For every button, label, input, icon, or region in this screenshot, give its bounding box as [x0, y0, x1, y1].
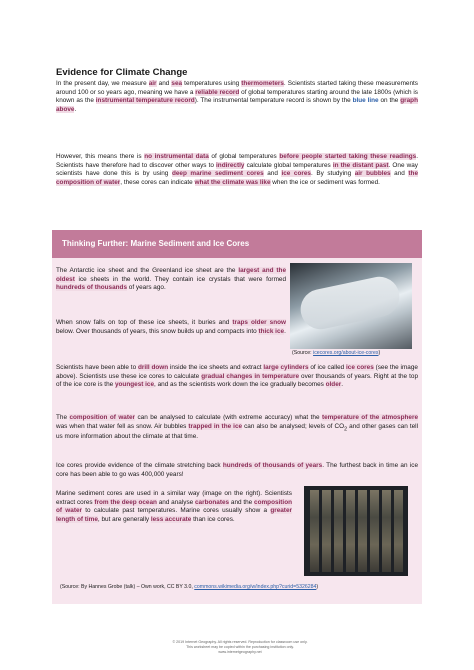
highlight: older	[325, 381, 342, 389]
text: when the ice or sediment was formed.	[270, 178, 380, 186]
source-link[interactable]: commons.wikimedia.org/w/index.php?curid=5326284	[194, 584, 317, 590]
highlight: composition of water	[56, 498, 293, 515]
highlight: graph above	[56, 97, 418, 113]
text: ). The instrumental temperature record is shown by the	[194, 97, 353, 105]
highlight: drill down	[137, 364, 169, 371]
text: , these cores can indicate	[120, 178, 195, 186]
box-paragraph-5	[56, 462, 418, 479]
box-header	[52, 230, 422, 258]
text: was when that water fell as snow. Air bubbles	[56, 422, 189, 430]
highlight: gradual changes in temperature	[201, 372, 300, 380]
text: However, this means there is	[56, 153, 145, 160]
subscript: 2	[344, 425, 348, 432]
text: ice sheets in the world. They contain ice crystals that were formed	[74, 275, 286, 283]
text: Scientists have been able to	[56, 364, 138, 371]
text: temperatures using	[182, 80, 242, 87]
text: . By studying	[310, 170, 355, 178]
text: In the present day, we measure	[56, 80, 149, 87]
sediment-core	[370, 490, 379, 572]
text: over thousands of years. Right at the top of the ice core is the	[56, 372, 418, 389]
source-link[interactable]: icecores.org/about-ice-cores	[313, 350, 379, 356]
text: (Source:	[292, 350, 314, 356]
highlight: hundreds of thousands	[56, 284, 128, 292]
image-source-1	[292, 350, 380, 356]
text: to calculate past temperatures. Marine cores usually show a	[82, 507, 271, 515]
sediment-core	[334, 490, 343, 572]
highlight: the composition of water	[56, 170, 419, 186]
highlight: in the distant past	[332, 161, 389, 169]
text: of years ago.	[127, 284, 166, 292]
highlight: youngest ice	[114, 381, 155, 389]
text: .	[284, 327, 286, 335]
box-paragraph-3	[56, 364, 418, 390]
text: and	[263, 170, 282, 178]
text: can also be analysed; levels of CO	[242, 422, 345, 430]
box-title: Thinking Further: Marine Sediment and Ice Cores	[62, 239, 250, 248]
highlight: traps older snow	[232, 319, 286, 326]
text: of global temperatures starting around the late 1800s (which is known as the	[56, 88, 418, 105]
sediment-core	[382, 490, 391, 572]
sediment-core	[346, 490, 355, 572]
highlight: large cylinders	[263, 364, 309, 371]
footer-line: www.internetgeography.net	[218, 650, 262, 654]
highlight: hundreds of thousands of years	[222, 462, 323, 469]
highlight: what the climate was like	[194, 178, 271, 186]
text: of global temperatures	[208, 153, 280, 160]
page-title: Evidence for Climate Change	[56, 67, 188, 78]
intro-paragraph-1	[56, 80, 418, 114]
highlight: ice cores	[346, 364, 374, 371]
text: (see the image above). Scientists use these ice cores to calculate	[56, 364, 418, 380]
highlight: largest and the oldest	[56, 267, 286, 283]
text: .	[341, 381, 344, 389]
text: and analyse	[156, 498, 195, 506]
sediment-core	[310, 490, 319, 572]
text: The Antarctic ice sheet and the Greenland ice sheet are the	[56, 267, 239, 274]
text: . One way scientists have done this is by using	[56, 161, 418, 178]
intro-paragraph-2	[56, 153, 418, 187]
highlight: instrumental temperature record	[95, 97, 195, 105]
highlight: indirectly	[216, 161, 245, 169]
highlight: no instrumental data	[144, 153, 209, 160]
text: can be analysed to calculate (with extreme accuracy) what the	[135, 414, 322, 421]
highlight: thermometers	[241, 80, 284, 87]
highlight: before people started taking these readings	[279, 153, 417, 160]
page-footer	[100, 640, 380, 655]
text: and	[156, 80, 172, 87]
text: )	[378, 350, 381, 356]
highlight: composition of water	[69, 414, 136, 421]
text: Marine sediment cores are used in a similar way (image on the right). Scientists extract cores	[56, 490, 292, 506]
highlight: less accurate	[150, 515, 192, 523]
text: , but are generally	[97, 515, 151, 523]
box-paragraph-4	[56, 414, 418, 442]
sediment-core	[394, 490, 403, 572]
text: calculate global temperatures	[244, 161, 333, 169]
highlight: deep marine sediment cores	[171, 170, 264, 178]
text: than ice cores.	[191, 515, 235, 523]
text: , and as the scientists work down the ice gradually becomes	[154, 381, 326, 389]
highlight: carbonates	[195, 498, 230, 506]
highlight: thick ice	[258, 327, 285, 335]
footer-line: This worksheet may be copied within the purchasing institution only.	[186, 645, 294, 649]
highlight: sea	[171, 80, 183, 87]
text: .	[74, 105, 77, 113]
highlight: reliable record	[195, 88, 240, 96]
highlight: greater length of time	[56, 507, 292, 523]
highlight: from the deep ocean	[94, 498, 157, 506]
highlight: air bubbles	[354, 170, 391, 178]
box-paragraph-1	[56, 267, 286, 293]
ice-core-cylinder	[297, 273, 403, 333]
text: . Scientists have therefore had to discover other ways to	[56, 153, 419, 169]
ice-core-image	[290, 263, 412, 349]
text: . The furthest back in time an ice core has been able to go was 400,000 years!	[56, 462, 418, 478]
sediment-core	[358, 490, 367, 572]
text: below. Over thousands of years, this snow builds up and compacts into	[56, 327, 259, 335]
image-source-2	[60, 584, 318, 590]
text: of ice called	[308, 364, 347, 371]
highlight: temperature of the atmosphere	[321, 414, 418, 421]
text: on the	[378, 97, 401, 105]
text: When snow falls on top of these ice sheets, it buries and	[56, 319, 233, 326]
text: )	[316, 584, 319, 590]
text: and	[390, 170, 409, 178]
highlight: ice cores	[281, 170, 311, 178]
highlight-blue: blue line	[352, 97, 379, 105]
text: and the	[229, 498, 255, 506]
text: inside the ice sheets and extract	[168, 364, 264, 371]
text: . Scientists started taking these measurements around 100 or so years ago, meaning we have a	[56, 80, 418, 96]
text: (Source: By Hannes Grobe (talk) – Own work, CC BY 3.0,	[60, 584, 195, 590]
sediment-core	[322, 490, 331, 572]
text: Ice cores provide evidence of the climate stretching back	[56, 462, 223, 469]
footer-line: © 2019 Internet Geography. All rights reserved. Reproduction for classroom use only.	[172, 640, 308, 644]
box-paragraph-6	[56, 490, 292, 524]
text: The	[56, 414, 70, 421]
highlight: air	[148, 80, 157, 87]
text: and other gases can tell us more information about the climate at that time.	[56, 422, 419, 441]
marine-sediment-cores-image	[304, 486, 408, 576]
box-paragraph-2	[56, 319, 286, 336]
highlight: trapped in the ice	[188, 422, 243, 430]
